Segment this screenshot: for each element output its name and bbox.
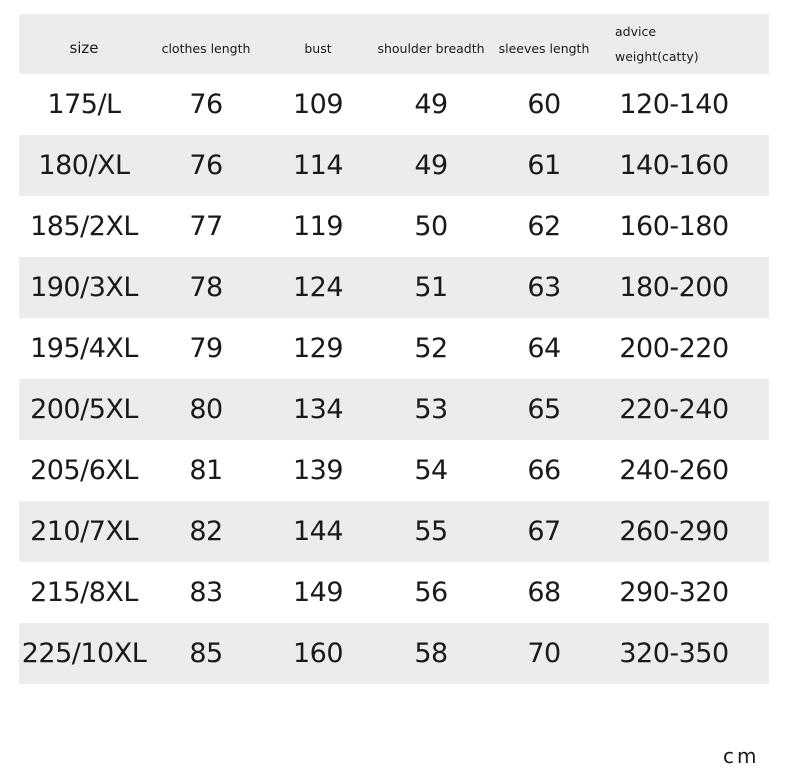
cell-sleeves-length: 61 xyxy=(527,150,561,181)
header-advice-line2: weight(catty) xyxy=(615,49,699,64)
table-row xyxy=(19,196,769,257)
cell-shoulder-breadth: 54 xyxy=(414,455,448,486)
cell-clothes-length: 85 xyxy=(189,638,223,669)
table-row xyxy=(19,440,769,501)
cell-size: 175/L xyxy=(47,89,121,120)
cell-sleeves-length: 62 xyxy=(527,211,561,242)
cell-shoulder-breadth: 49 xyxy=(414,89,448,120)
cell-size: 210/7XL xyxy=(30,516,138,547)
cell-bust: 114 xyxy=(292,150,344,181)
header-bust: bust xyxy=(304,40,332,56)
header-shoulder-breadth: shoulder breadth xyxy=(377,40,485,56)
cell-bust: 144 xyxy=(292,516,344,547)
cell-advice-weight: 180-200 xyxy=(619,272,729,303)
cell-advice-weight: 220-240 xyxy=(619,394,729,425)
cell-sleeves-length: 64 xyxy=(527,333,561,364)
cell-sleeves-length: 70 xyxy=(527,638,561,669)
cell-size: 195/4XL xyxy=(30,333,138,364)
cell-shoulder-breadth: 55 xyxy=(414,516,448,547)
table-header-row xyxy=(19,14,769,74)
cell-clothes-length: 78 xyxy=(189,272,223,303)
table-body xyxy=(19,74,769,684)
unit-label: cm xyxy=(723,744,760,768)
cell-clothes-length: 77 xyxy=(189,211,223,242)
cell-advice-weight: 290-320 xyxy=(619,577,729,608)
table-row xyxy=(19,623,769,684)
cell-advice-weight: 240-260 xyxy=(619,455,729,486)
cell-size: 185/2XL xyxy=(30,211,138,242)
cell-clothes-length: 79 xyxy=(189,333,223,364)
header-advice-weight xyxy=(599,19,749,69)
cell-clothes-length: 80 xyxy=(189,394,223,425)
cell-bust: 119 xyxy=(292,211,344,242)
cell-size: 180/XL xyxy=(38,150,130,181)
cell-sleeves-length: 63 xyxy=(527,272,561,303)
cell-size: 205/6XL xyxy=(30,455,138,486)
cell-bust: 109 xyxy=(292,89,344,120)
cell-advice-weight: 260-290 xyxy=(619,516,729,547)
header-size: size xyxy=(69,39,99,57)
table-row xyxy=(19,501,769,562)
cell-bust: 129 xyxy=(292,333,344,364)
size-chart-table xyxy=(19,14,769,684)
cell-advice-weight: 140-160 xyxy=(619,150,729,181)
cell-sleeves-length: 67 xyxy=(527,516,561,547)
cell-sleeves-length: 66 xyxy=(527,455,561,486)
cell-shoulder-breadth: 53 xyxy=(414,394,448,425)
cell-clothes-length: 83 xyxy=(189,577,223,608)
cell-advice-weight: 320-350 xyxy=(619,638,729,669)
cell-advice-weight: 160-180 xyxy=(619,211,729,242)
header-advice-line1: advice xyxy=(615,24,657,39)
cell-shoulder-breadth: 52 xyxy=(414,333,448,364)
table-row xyxy=(19,562,769,623)
cell-shoulder-breadth: 51 xyxy=(414,272,448,303)
cell-clothes-length: 76 xyxy=(189,150,223,181)
cell-shoulder-breadth: 58 xyxy=(414,638,448,669)
cell-sleeves-length: 68 xyxy=(527,577,561,608)
cell-sleeves-length: 65 xyxy=(527,394,561,425)
cell-bust: 160 xyxy=(292,638,344,669)
cell-size: 215/8XL xyxy=(30,577,138,608)
cell-clothes-length: 76 xyxy=(189,89,223,120)
table-row xyxy=(19,318,769,379)
cell-shoulder-breadth: 50 xyxy=(414,211,448,242)
cell-bust: 124 xyxy=(292,272,344,303)
cell-clothes-length: 81 xyxy=(189,455,223,486)
header-clothes-length: clothes length xyxy=(161,40,251,56)
cell-size: 225/10XL xyxy=(21,638,147,669)
cell-bust: 139 xyxy=(292,455,344,486)
cell-advice-weight: 200-220 xyxy=(619,333,729,364)
table-row xyxy=(19,257,769,318)
table-row xyxy=(19,379,769,440)
header-sleeves-length: sleeves length xyxy=(498,40,590,56)
cell-clothes-length: 82 xyxy=(189,516,223,547)
cell-shoulder-breadth: 49 xyxy=(414,150,448,181)
cell-bust: 134 xyxy=(292,394,344,425)
cell-sleeves-length: 60 xyxy=(527,89,561,120)
table-row xyxy=(19,74,769,135)
cell-size: 190/3XL xyxy=(30,272,138,303)
cell-size: 200/5XL xyxy=(30,394,138,425)
cell-bust: 149 xyxy=(292,577,344,608)
cell-advice-weight: 120-140 xyxy=(619,89,729,120)
cell-shoulder-breadth: 56 xyxy=(414,577,448,608)
table-row xyxy=(19,135,769,196)
